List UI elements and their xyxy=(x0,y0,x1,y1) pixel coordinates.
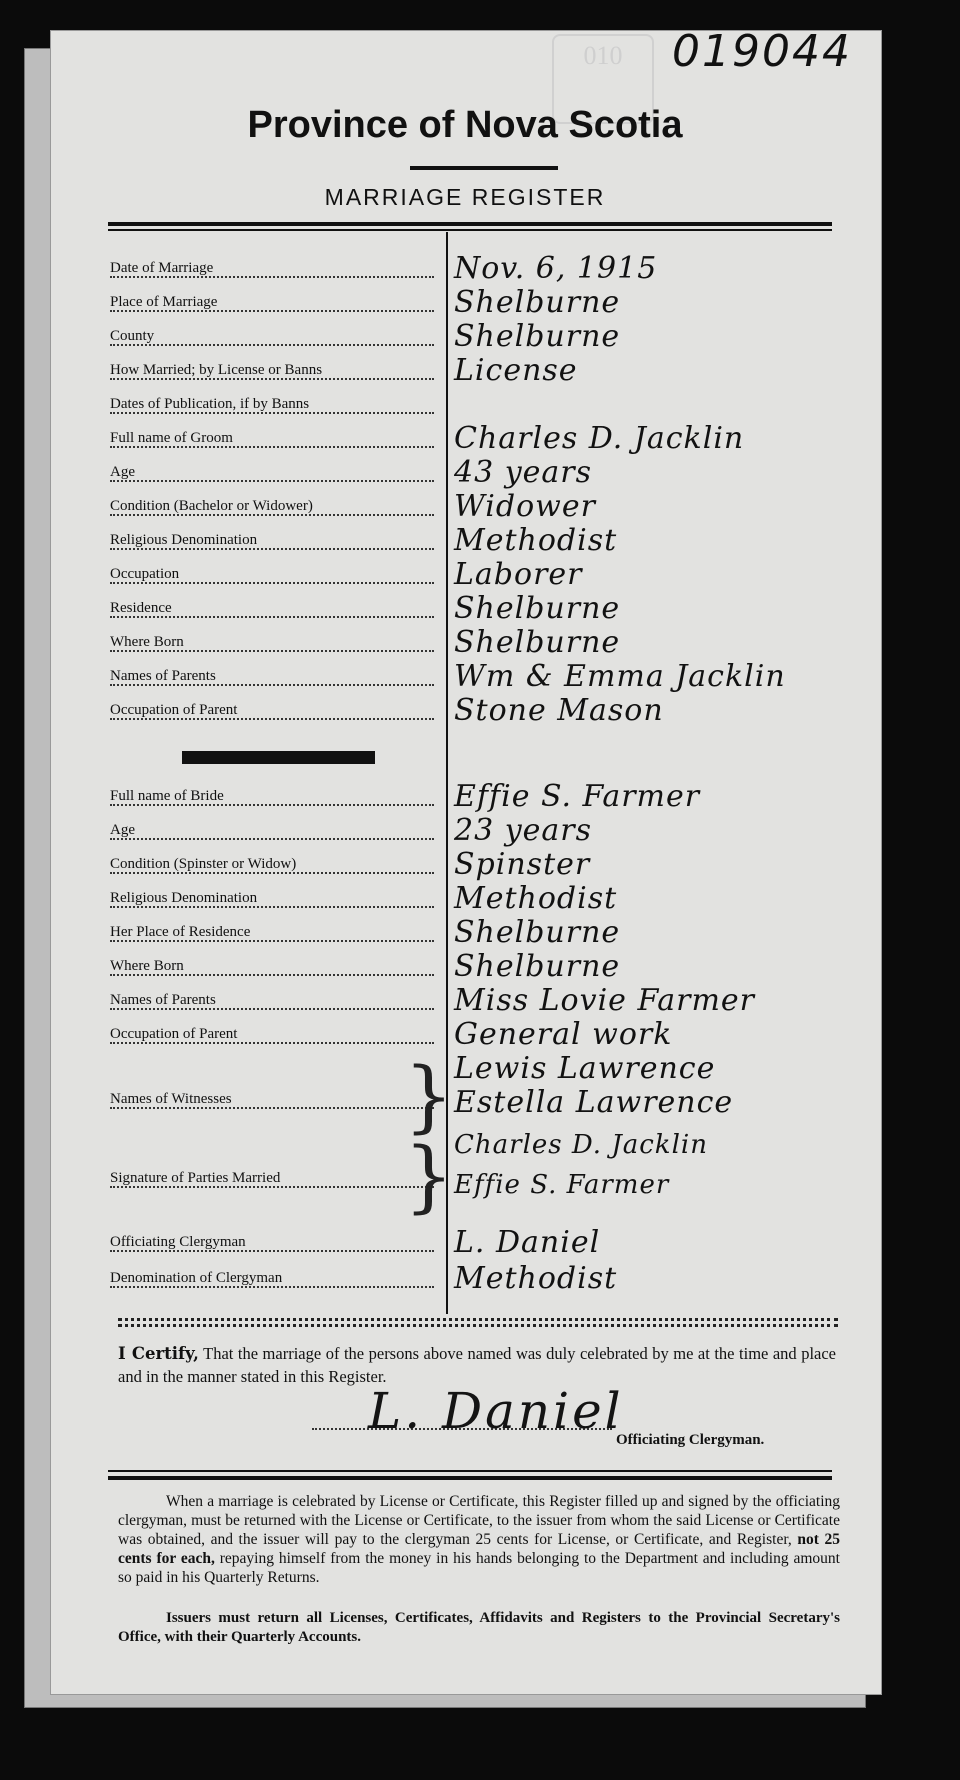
form-field-row xyxy=(110,286,890,318)
certify-divider-1 xyxy=(118,1318,838,1321)
form-field-row xyxy=(110,1018,890,1050)
certify-body: That the marriage of the persons above named was duly celebrated by me at the time and place and in the manner stated in this Register. xyxy=(118,1344,836,1386)
handwritten-value: 43 years xyxy=(454,455,593,490)
field-label: Condition (Bachelor or Widower) xyxy=(110,498,440,518)
field-label: Condition (Spinster or Widow) xyxy=(110,856,440,876)
page-title: Province of Nova Scotia xyxy=(247,104,683,146)
faded-stamp: 010 xyxy=(552,34,654,124)
field-label: Occupation of Parent xyxy=(110,1026,440,1046)
field-label: Her Place of Residence xyxy=(110,924,440,944)
field-label: Where Born xyxy=(110,958,440,978)
form-field-row xyxy=(110,950,890,982)
field-label: Occupation of Parent xyxy=(110,702,440,722)
handwritten-value: Nov. 6, 1915 xyxy=(454,251,658,286)
footer-rule-thick xyxy=(108,1476,832,1480)
handwritten-value: Stone Mason xyxy=(454,693,664,728)
form-field-row xyxy=(110,814,890,846)
handwritten-value: Miss Lovie Farmer xyxy=(454,983,756,1018)
witness-entry xyxy=(110,1052,890,1084)
form-field-row xyxy=(110,882,890,914)
field-label: Full name of Groom xyxy=(110,430,440,450)
form-field-row xyxy=(110,524,890,556)
handwritten-value: Methodist xyxy=(454,523,618,558)
field-label: Signature of Parties Married xyxy=(110,1170,440,1190)
handwritten-value: Shelburne xyxy=(454,285,621,320)
field-label: Occupation xyxy=(110,566,440,586)
witnesses-brace: } xyxy=(404,1052,454,1142)
handwritten-value: Shelburne xyxy=(454,915,621,950)
form-field-row xyxy=(110,1262,890,1294)
form-field-row xyxy=(110,592,890,624)
handwritten-value: Shelburne xyxy=(454,625,621,660)
field-label: Denomination of Clergyman xyxy=(110,1270,440,1290)
notice-bold-text: not 25 cents for each, xyxy=(118,1531,840,1567)
form-field-row xyxy=(110,252,890,284)
handwritten-value: Effie S. Farmer xyxy=(454,1170,670,1200)
form-field-row xyxy=(110,422,890,454)
handwritten-value: Widower xyxy=(454,489,596,524)
page-subtitle: MARRIAGE REGISTER xyxy=(324,184,606,210)
header-rule-thin xyxy=(108,229,832,231)
title-underline xyxy=(410,166,558,170)
form-field-row xyxy=(110,388,890,420)
field-label: How Married; by License or Banns xyxy=(110,362,440,382)
handwritten-value: Laborer xyxy=(454,557,583,592)
clergyman-signature: L. Daniel xyxy=(368,1382,624,1440)
field-label: Names of Parents xyxy=(110,992,440,1012)
certify-divider-2 xyxy=(118,1324,838,1327)
form-field-row xyxy=(110,848,890,880)
handwritten-value: Methodist xyxy=(454,1261,618,1296)
handwritten-value: L. Daniel xyxy=(454,1225,601,1260)
field-label: Age xyxy=(110,464,440,484)
register-number: 019044 xyxy=(672,26,852,77)
section-separator xyxy=(182,751,375,764)
form-field-row xyxy=(110,780,890,812)
field-label: Religious Denomination xyxy=(110,532,440,552)
field-label: Age xyxy=(110,822,440,842)
signatures-brace: } xyxy=(404,1132,454,1222)
notice-text-end: repaying himself from the money in his hands belonging to the Department and including amount so paid in his Quarterly Returns. xyxy=(118,1550,840,1586)
field-label: Place of Marriage xyxy=(110,294,440,314)
handwritten-value: Estella Lawrence xyxy=(454,1085,734,1120)
form-field-row xyxy=(110,1226,890,1258)
handwritten-value: Shelburne xyxy=(454,949,621,984)
field-label: County xyxy=(110,328,440,348)
handwritten-value: Methodist xyxy=(454,881,618,916)
handwritten-value: Effie S. Farmer xyxy=(454,779,701,814)
form-field-row xyxy=(110,626,890,658)
form-field-row xyxy=(110,916,890,948)
form-field-row xyxy=(110,490,890,522)
field-label: Officiating Clergyman xyxy=(110,1234,440,1254)
handwritten-value: Lewis Lawrence xyxy=(454,1051,716,1086)
handwritten-value: Spinster xyxy=(454,847,591,882)
form-field-row xyxy=(110,320,890,352)
form-field-row xyxy=(110,660,890,692)
field-label: Residence xyxy=(110,600,440,620)
handwritten-value: General work xyxy=(454,1017,673,1052)
certify-lead: I Certify, xyxy=(118,1344,199,1363)
field-label: Dates of Publication, if by Banns xyxy=(110,396,440,416)
handwritten-value: License xyxy=(454,353,578,388)
form-field-row xyxy=(110,456,890,488)
field-label: Names of Parents xyxy=(110,668,440,688)
handwritten-value: Shelburne xyxy=(454,591,621,626)
form-field-row xyxy=(110,694,890,726)
field-label: Where Born xyxy=(110,634,440,654)
handwritten-value: Charles D. Jacklin xyxy=(454,1130,708,1160)
notice-text: When a marriage is celebrated by License or Certificate, this Register filled up and signed by the officiating clergyman, must be returned with the License or Certificate, to the issuer from whom the said License or Certificate was obtained, and the issuer will pay to the clergyman 25 cents for License, or Certificate, and Register, xyxy=(118,1493,840,1548)
form-field-row xyxy=(110,984,890,1016)
issuers-instructions: Issuers must return all Licenses, Certificates, Affidavits and Registers to the Provincial Secretary's Office, with their Quarterly Accounts. xyxy=(118,1610,840,1645)
signature-caption: Officiating Clergyman. xyxy=(616,1432,765,1448)
signature-entry xyxy=(110,1126,890,1158)
field-label: Names of Witnesses xyxy=(110,1091,440,1111)
header-rule-thick xyxy=(108,222,832,226)
field-label: Date of Marriage xyxy=(110,260,440,280)
field-label: Full name of Bride xyxy=(110,788,440,808)
handwritten-value: Wm & Emma Jacklin xyxy=(454,659,786,694)
handwritten-value: Shelburne xyxy=(454,319,621,354)
form-field-row xyxy=(110,354,890,386)
handwritten-value: 23 years xyxy=(454,813,593,848)
form-field-row xyxy=(110,558,890,590)
handwritten-value: Charles D. Jacklin xyxy=(454,421,745,456)
footer-rule-thin xyxy=(108,1470,832,1472)
field-label: Religious Denomination xyxy=(110,890,440,910)
return-instructions xyxy=(118,1492,840,1587)
